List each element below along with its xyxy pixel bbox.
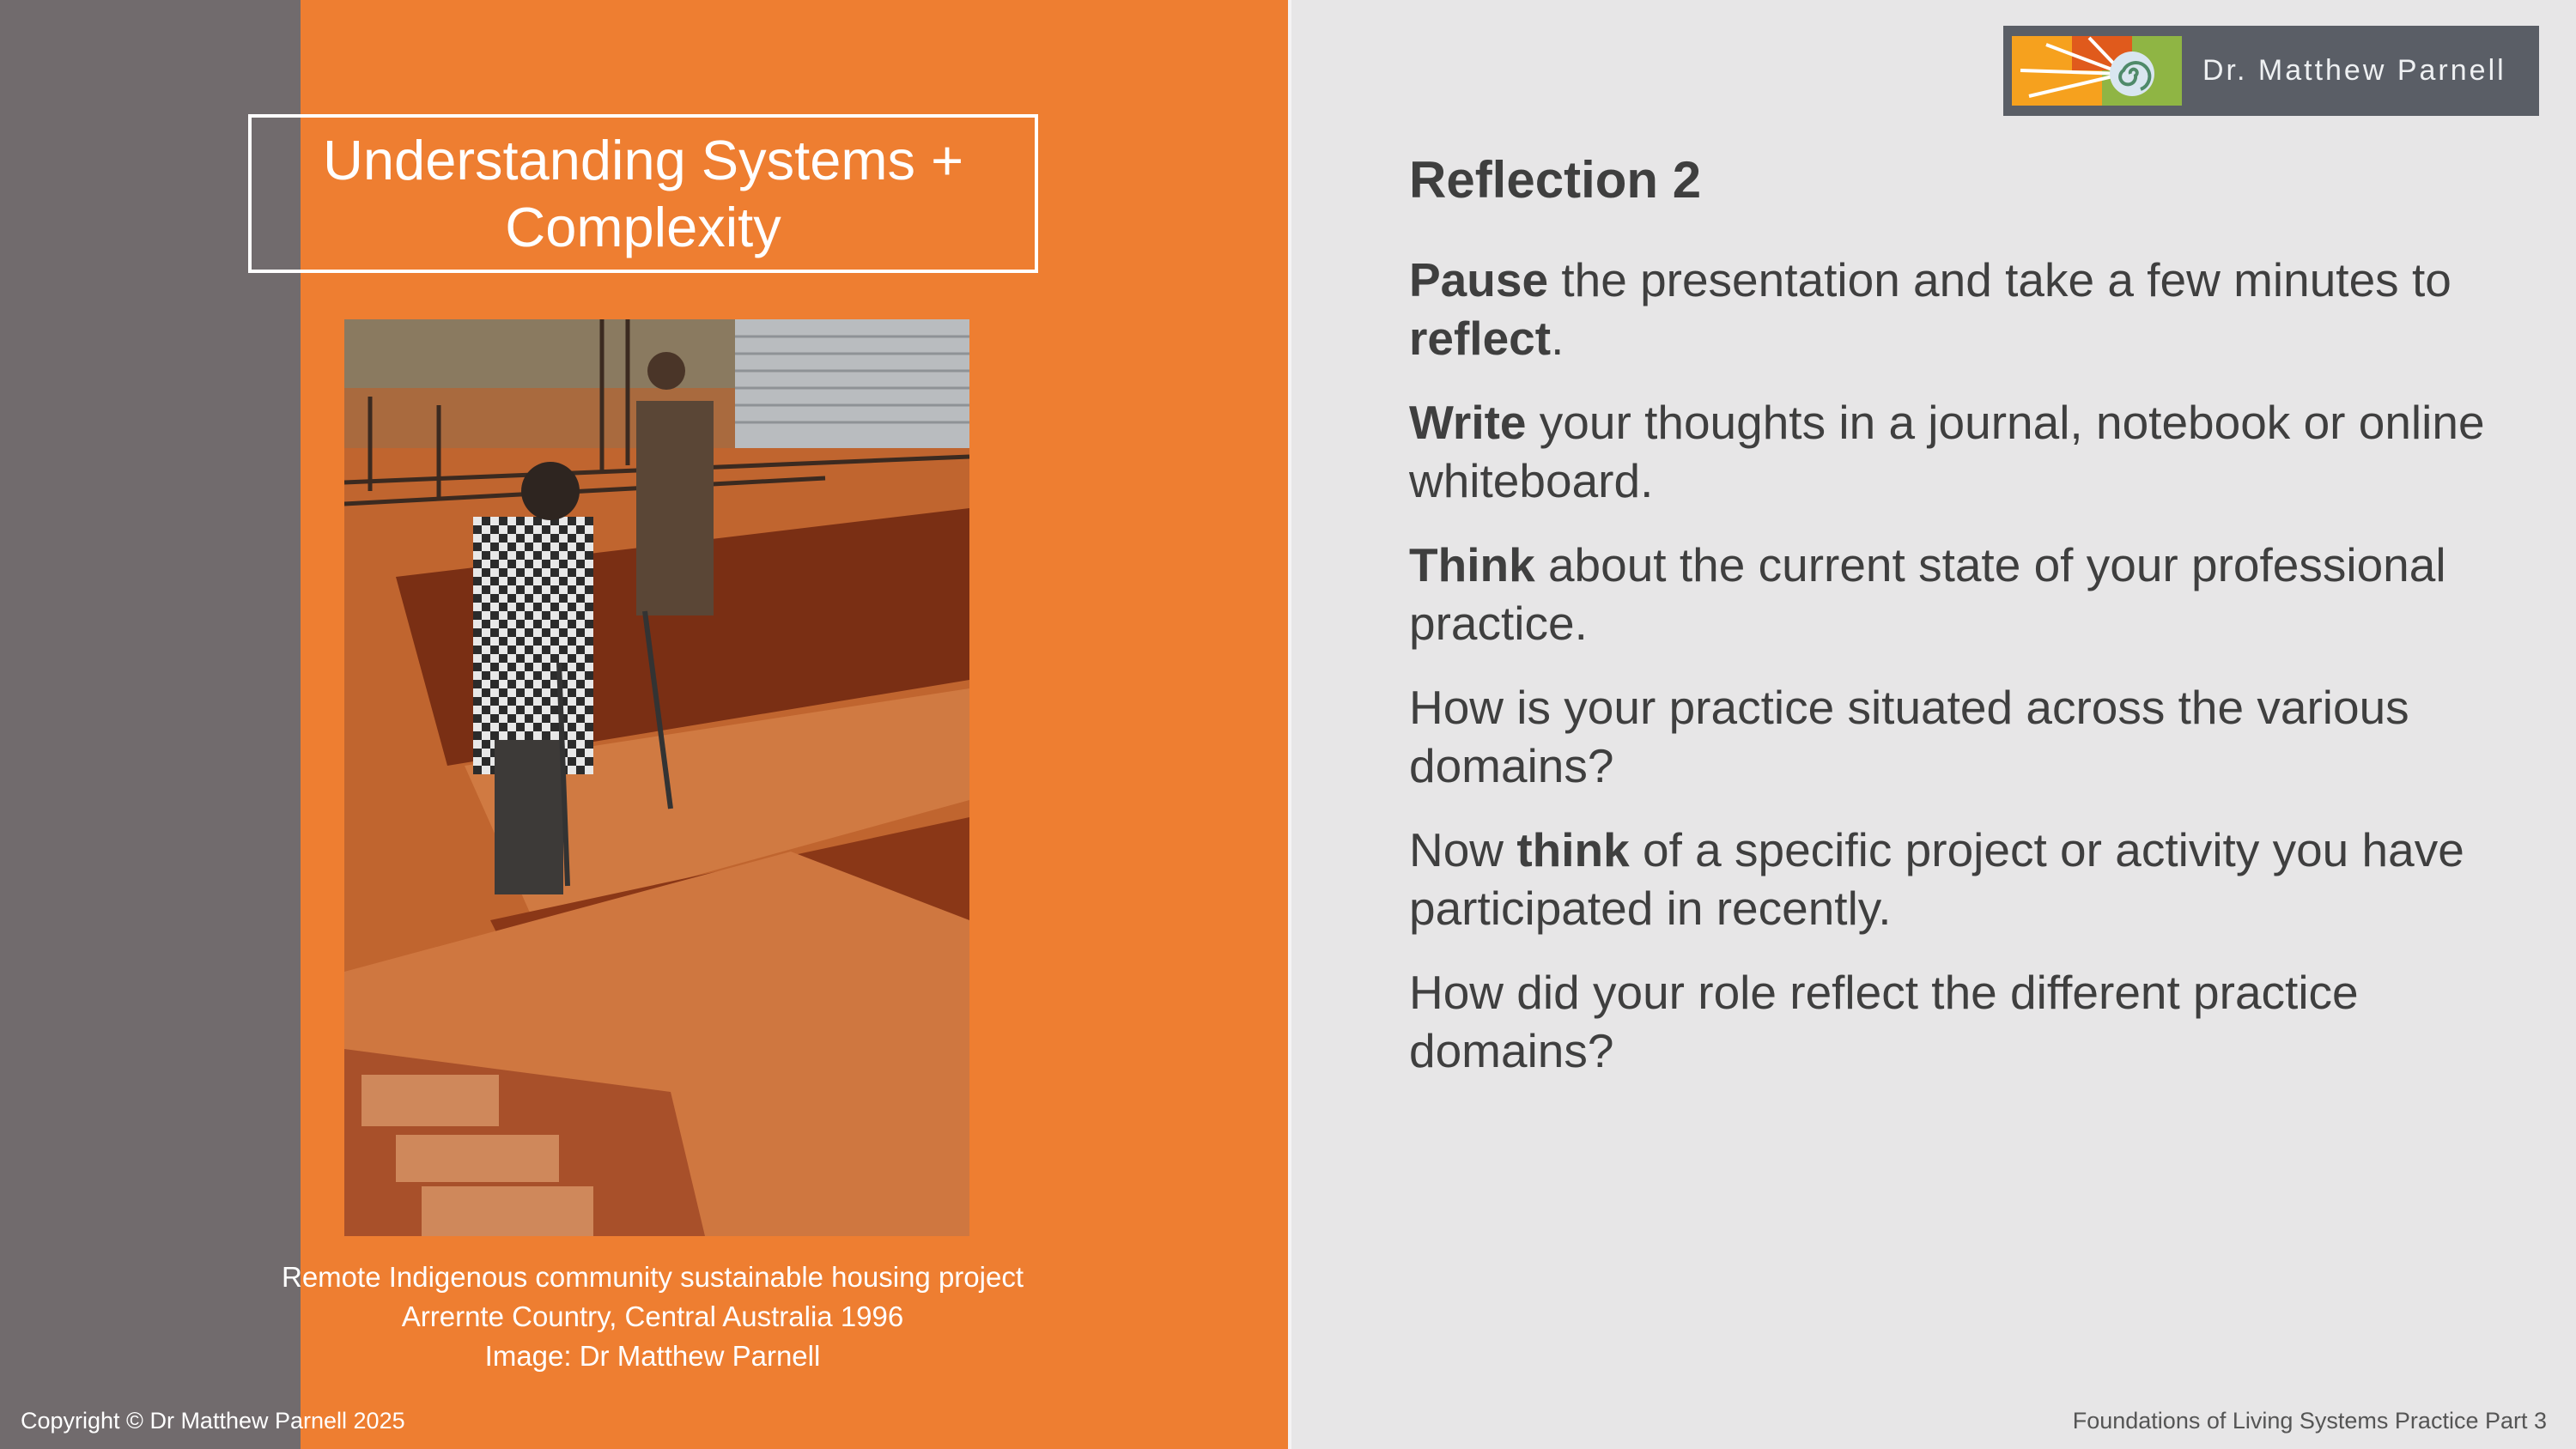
item-text: the presentation and take a few minutes to bbox=[1548, 253, 2451, 306]
item-text: . bbox=[1551, 312, 1564, 365]
bold-word: reflect bbox=[1409, 312, 1552, 365]
reflection-item-write bbox=[1409, 393, 2508, 510]
item-text: about the current state of your professional practice. bbox=[1409, 538, 2446, 650]
logo-banner bbox=[2003, 26, 2539, 116]
spiral-logo-icon bbox=[2012, 36, 2182, 106]
slide-title-line-2: Complexity bbox=[505, 195, 781, 258]
caption-line-1: Remote Indigenous community sustainable housing project bbox=[282, 1261, 1024, 1293]
bold-word: think bbox=[1516, 823, 1630, 876]
bold-word: Write bbox=[1409, 396, 1527, 449]
footer-text: Foundations of Living Systems Practice Part 3 bbox=[2072, 1408, 2547, 1434]
slide-title-line-1: Understanding Systems + bbox=[322, 128, 964, 191]
logo-text: Dr. Matthew Parnell bbox=[2202, 54, 2506, 87]
item-text: Now bbox=[1409, 823, 1517, 876]
caption-line-3: Image: Dr Matthew Parnell bbox=[484, 1340, 821, 1372]
item-text: of a specific project or activity you have participated in recently. bbox=[1409, 823, 2464, 935]
caption-line-2: Arrernte Country, Central Australia 1996 bbox=[401, 1300, 904, 1332]
photo-caption bbox=[223, 1258, 1082, 1376]
reflection-item-think bbox=[1409, 536, 2508, 652]
bold-word: Pause bbox=[1409, 253, 1549, 306]
reflection-heading: Reflection 2 bbox=[1409, 151, 1702, 209]
reflection-content bbox=[1409, 144, 2508, 1106]
copyright-text: Copyright © Dr Matthew Parnell 2025 bbox=[21, 1408, 405, 1434]
reflection-item-project bbox=[1409, 821, 2508, 937]
bold-word: Think bbox=[1409, 538, 1535, 591]
reflection-item-pause bbox=[1409, 251, 2508, 367]
panel-divider bbox=[1288, 0, 1291, 1449]
slide-title bbox=[323, 127, 963, 261]
reflection-item-domains: How is your practice situated across the various domains? bbox=[1409, 681, 2409, 792]
item-text: your thoughts in a journal, notebook or online whiteboard. bbox=[1409, 396, 2485, 507]
slide-title-box bbox=[248, 114, 1038, 273]
reflection-item-role: How did your role reflect the different practice domains? bbox=[1409, 966, 2359, 1077]
construction-photo bbox=[344, 319, 969, 1236]
